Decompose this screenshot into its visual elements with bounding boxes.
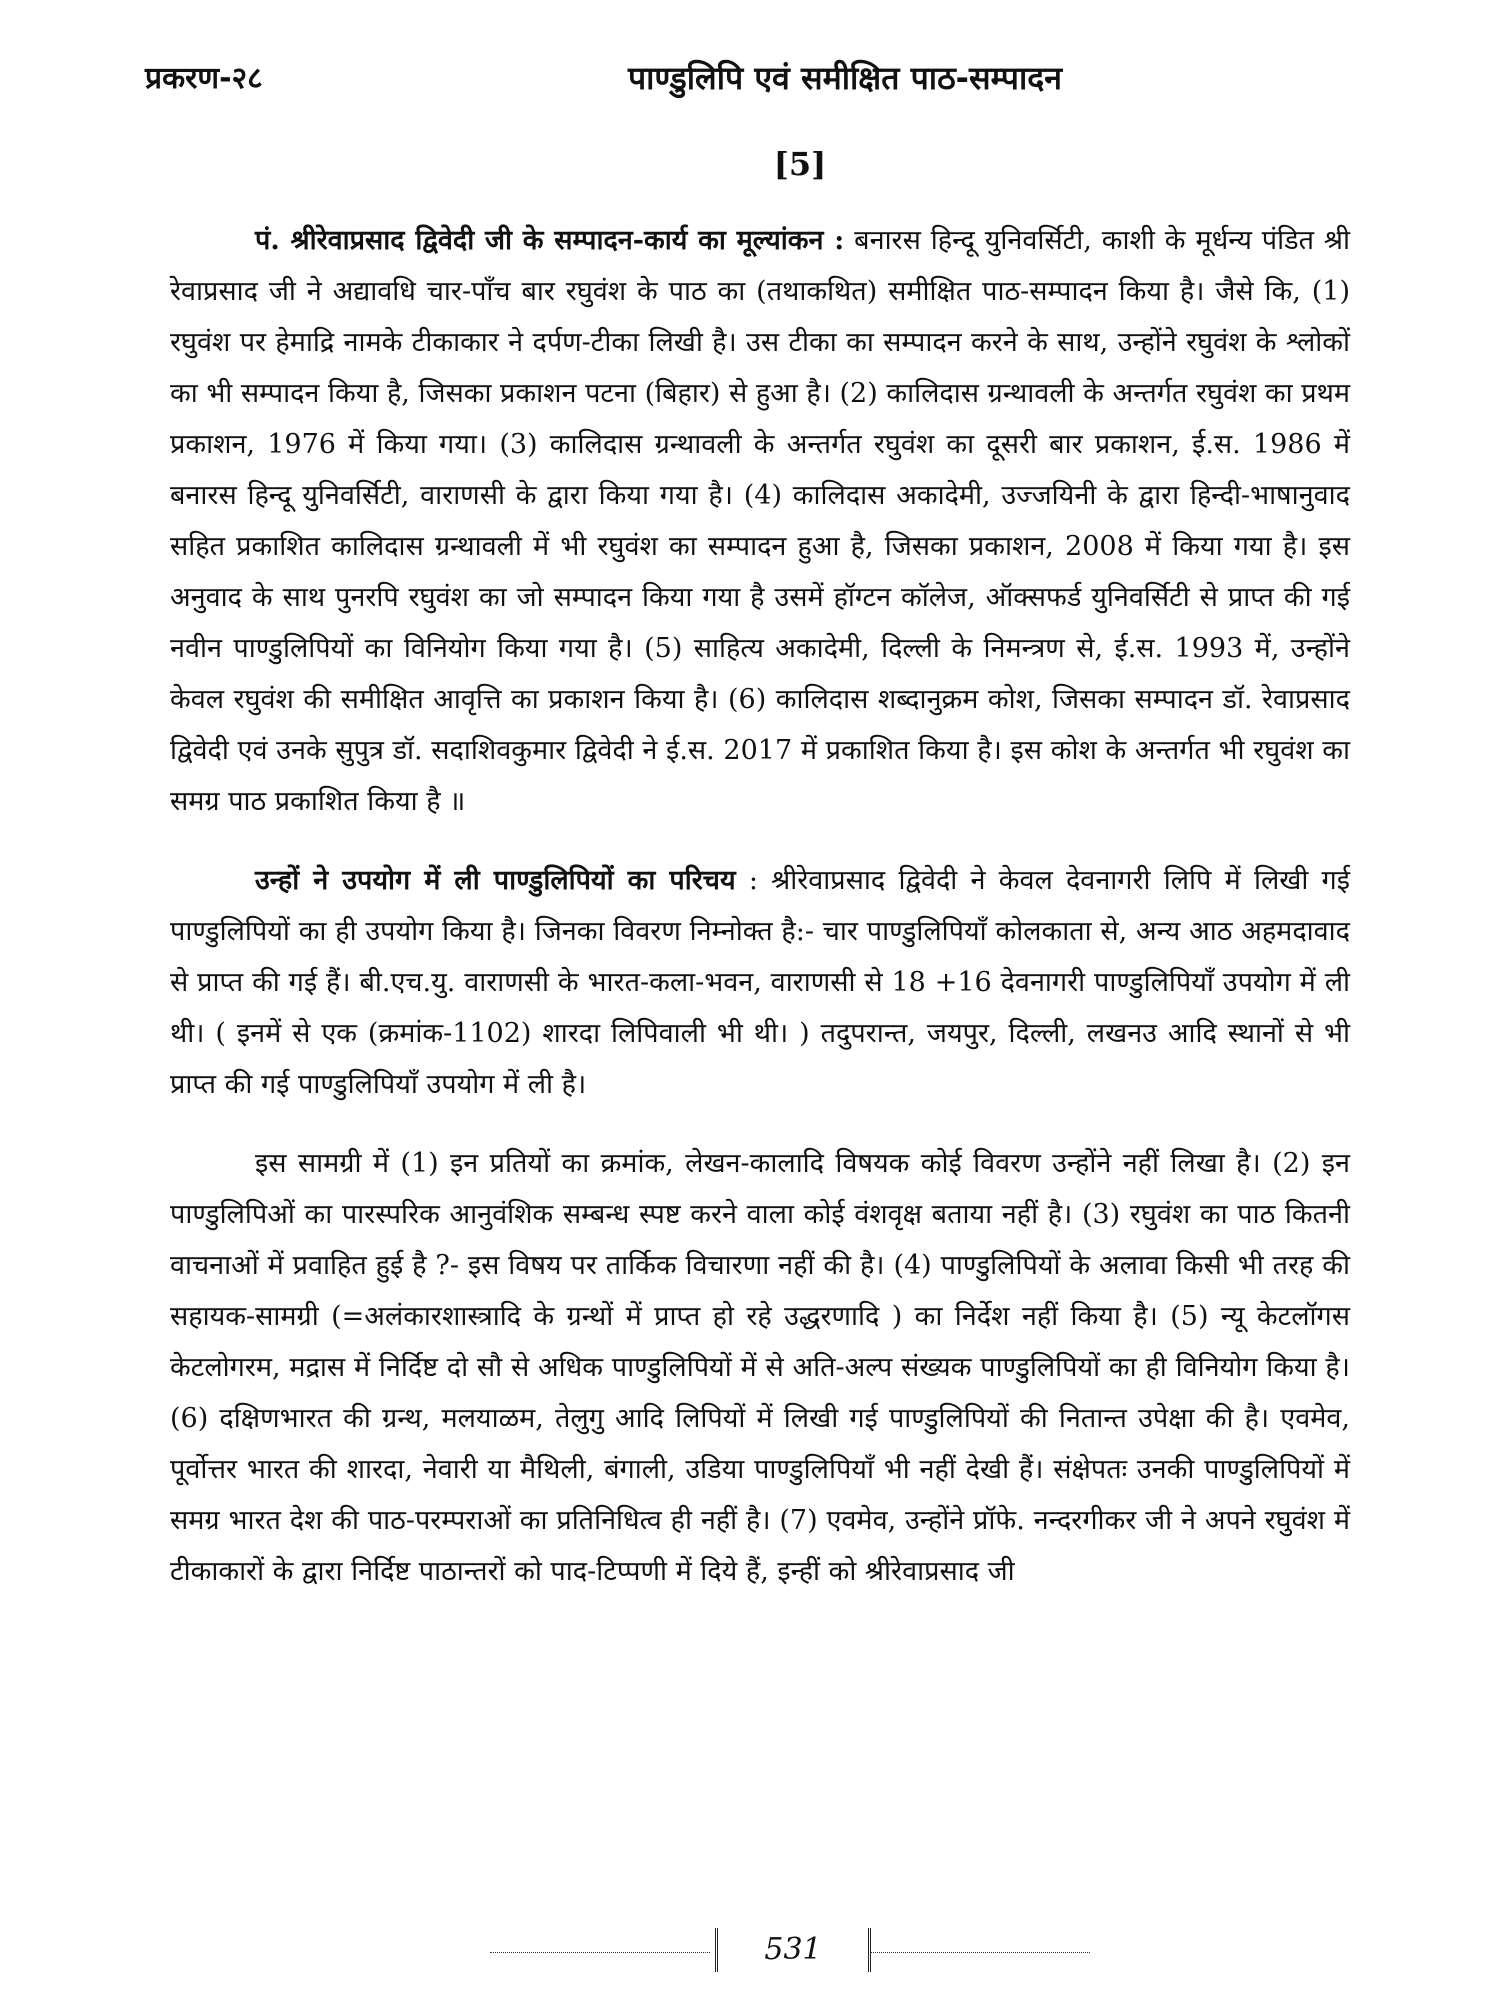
footer-rule-left	[490, 1952, 710, 1953]
paragraph-2	[170, 855, 1350, 1110]
body-text	[170, 215, 1350, 1625]
paragraph-3-text: इस सामग्री में (1) इन प्रतियों का क्रमांक, लेखन-कालादि विषयक कोई विवरण उन्होंने नहीं लिखा है। (2) इन पाण्डुलिपिओं का पारस्परिक आनुवंशिक सम्बन्ध स्पष्ट करने वाला कोई वंशवृक्ष बताया नहीं है। (3) रघुवंश का पाठ कितनी वाचनाओं में प्रवाहित हुई है ?- इस विषय पर तार्किक विचारणा नहीं की है। (4) पाण्डुलिपियों के अलावा किसी भी तरह की सहायक-सामग्री (=अलंकारशास्त्रादि के ग्रन्थों में प्राप्त हो रहे उद्धरणादि ) का निर्देश नहीं किया है। (5) न्यू केटलॉगस केटलोगरम, मद्रास में निर्दिष्ट दो सौ से अधिक पाण्डुलिपियों में से अति-अल्प संख्यक पाण्डुलिपियों का ही विनियोग किया है। (6) दक्षिणभारत की ग्रन्थ, मलयाळम, तेलुगु आदि लिपियों में लिखी गई पाण्डुलिपियों की नितान्त उपेक्षा की है। एवमेव, पूर्वोत्तर भारत की शारदा, नेवारी या मैथिली, बंगाली, उडिया पाण्डुलिपियाँ भी नहीं देखी हैं। संक्षेपतः उनकी पाण्डुलिपियों में समग्र भारत देश की पाठ-परम्पराओं का प्रतिनिधित्व ही नहीं है। (7) एवमेव, उन्होंने प्रॉफे. नन्दरगीकर जी ने अपने रघुवंश में टीकाकारों के द्वारा निर्दिष्ट पाठान्तरों को पाद-टिप्पणी में दिये हैं, इन्हीं को श्रीरेवाप्रसाद जी	[170, 1148, 1350, 1587]
paragraph-3	[170, 1138, 1350, 1597]
running-header	[145, 50, 1360, 100]
page-number: 531	[715, 1928, 871, 1972]
chapter-label: प्रकरण-२८	[145, 61, 263, 96]
page-footer	[490, 1928, 1090, 1978]
paragraph-1-heading: पं. श्रीरेवाप्रसाद द्विवेदी जी के सम्पादन-कार्य का मूल्यांकन :	[255, 225, 845, 256]
paragraph-2-text: : श्रीरेवाप्रसाद द्विवेदी ने केवल देवनागरी लिपि में लिखी गई पाण्डुलिपियों का ही उपयोग किया है। जिनका विवरण निम्नोक्त है:- चार पाण्डुलिपियाँ कोलकाता से, अन्य आठ अहमदावाद से प्राप्त की गई हैं। बी.एच.यु. वाराणसी के भारत-कला-भवन, वाराणसी से 18 +16 देवनागरी पाण्डुलिपियाँ उपयोग में ली थी। ( इनमें से एक (क्रमांक-1102) शारदा लिपिवाली भी थी। ) तदुपरान्त, जयपुर, दिल्ली, लखनउ आदि स्थानों से भी प्राप्त की गई पाण्डुलिपियाँ उपयोग में ली है।	[170, 865, 1350, 1100]
paragraph-1	[170, 215, 1350, 827]
paragraph-2-heading: उन्हों ने उपयोग में ली पाण्डुलिपियों का परिचय	[255, 865, 736, 896]
footer-rule-right	[870, 1952, 1090, 1953]
paragraph-1-text: बनारस हिन्दू युनिवर्सिटी, काशी के मूर्धन्य पंडित श्री रेवाप्रसाद जी ने अद्यावधि चार-पाँच बार रघुवंश के पाठ का (तथाकथित) समीक्षित पाठ-सम्पादन किया है। जैसे कि, (1) रघुवंश पर हेमाद्रि नामके टीकाकार ने दर्पण-टीका लिखी है। उस टीका का सम्पादन करने के साथ, उन्होंने रघुवंश के श्लोकों का भी सम्पादन किया है, जिसका प्रकाशन पटना (बिहार) से हुआ है। (2) कालिदास ग्रन्थावली के अन्तर्गत रघुवंश का प्रथम प्रकाशन, 1976 में किया गया। (3) कालिदास ग्रन्थावली के अन्तर्गत रघुवंश का दूसरी बार प्रकाशन, ई.स. 1986 में बनारस हिन्दू युनिवर्सिटी, वाराणसी के द्वारा किया गया है। (4) कालिदास अकादेमी, उज्जयिनी के द्वारा हिन्दी-भाषानुवाद सहित प्रकाशित कालिदास ग्रन्थावली में भी रघुवंश का सम्पादन हुआ है, जिसका प्रकाशन, 2008 में किया गया है। इस अनुवाद के साथ पुनरपि रघुवंश का जो सम्पादन किया गया है उसमें हॉग्टन कॉलेज, ऑक्सफर्ड युनिवर्सिटी से प्राप्त की गई नवीन पाण्डुलिपियों का विनियोग किया गया है। (5) साहित्य अकादेमी, दिल्ली के निमन्त्रण से, ई.स. 1993 में, उन्होंने केवल रघुवंश की समीक्षित आवृत्ति का प्रकाशन किया है। (6) कालिदास शब्दानुक्रम कोश, जिसका सम्पादन डॉ. रेवाप्रसाद द्विवेदी एवं उनके सुपुत्र डॉ. सदाशिवकुमार द्विवेदी ने ई.स. 2017 में प्रकाशित किया है। इस कोश के अन्तर्गत भी रघुवंश का समग्र पाठ प्रकाशित किया है ॥	[170, 225, 1351, 817]
section-number: [5]	[773, 145, 827, 183]
book-title: पाण्डुलिपि एवं समीक्षित पाठ-सम्पादन	[627, 59, 1063, 97]
